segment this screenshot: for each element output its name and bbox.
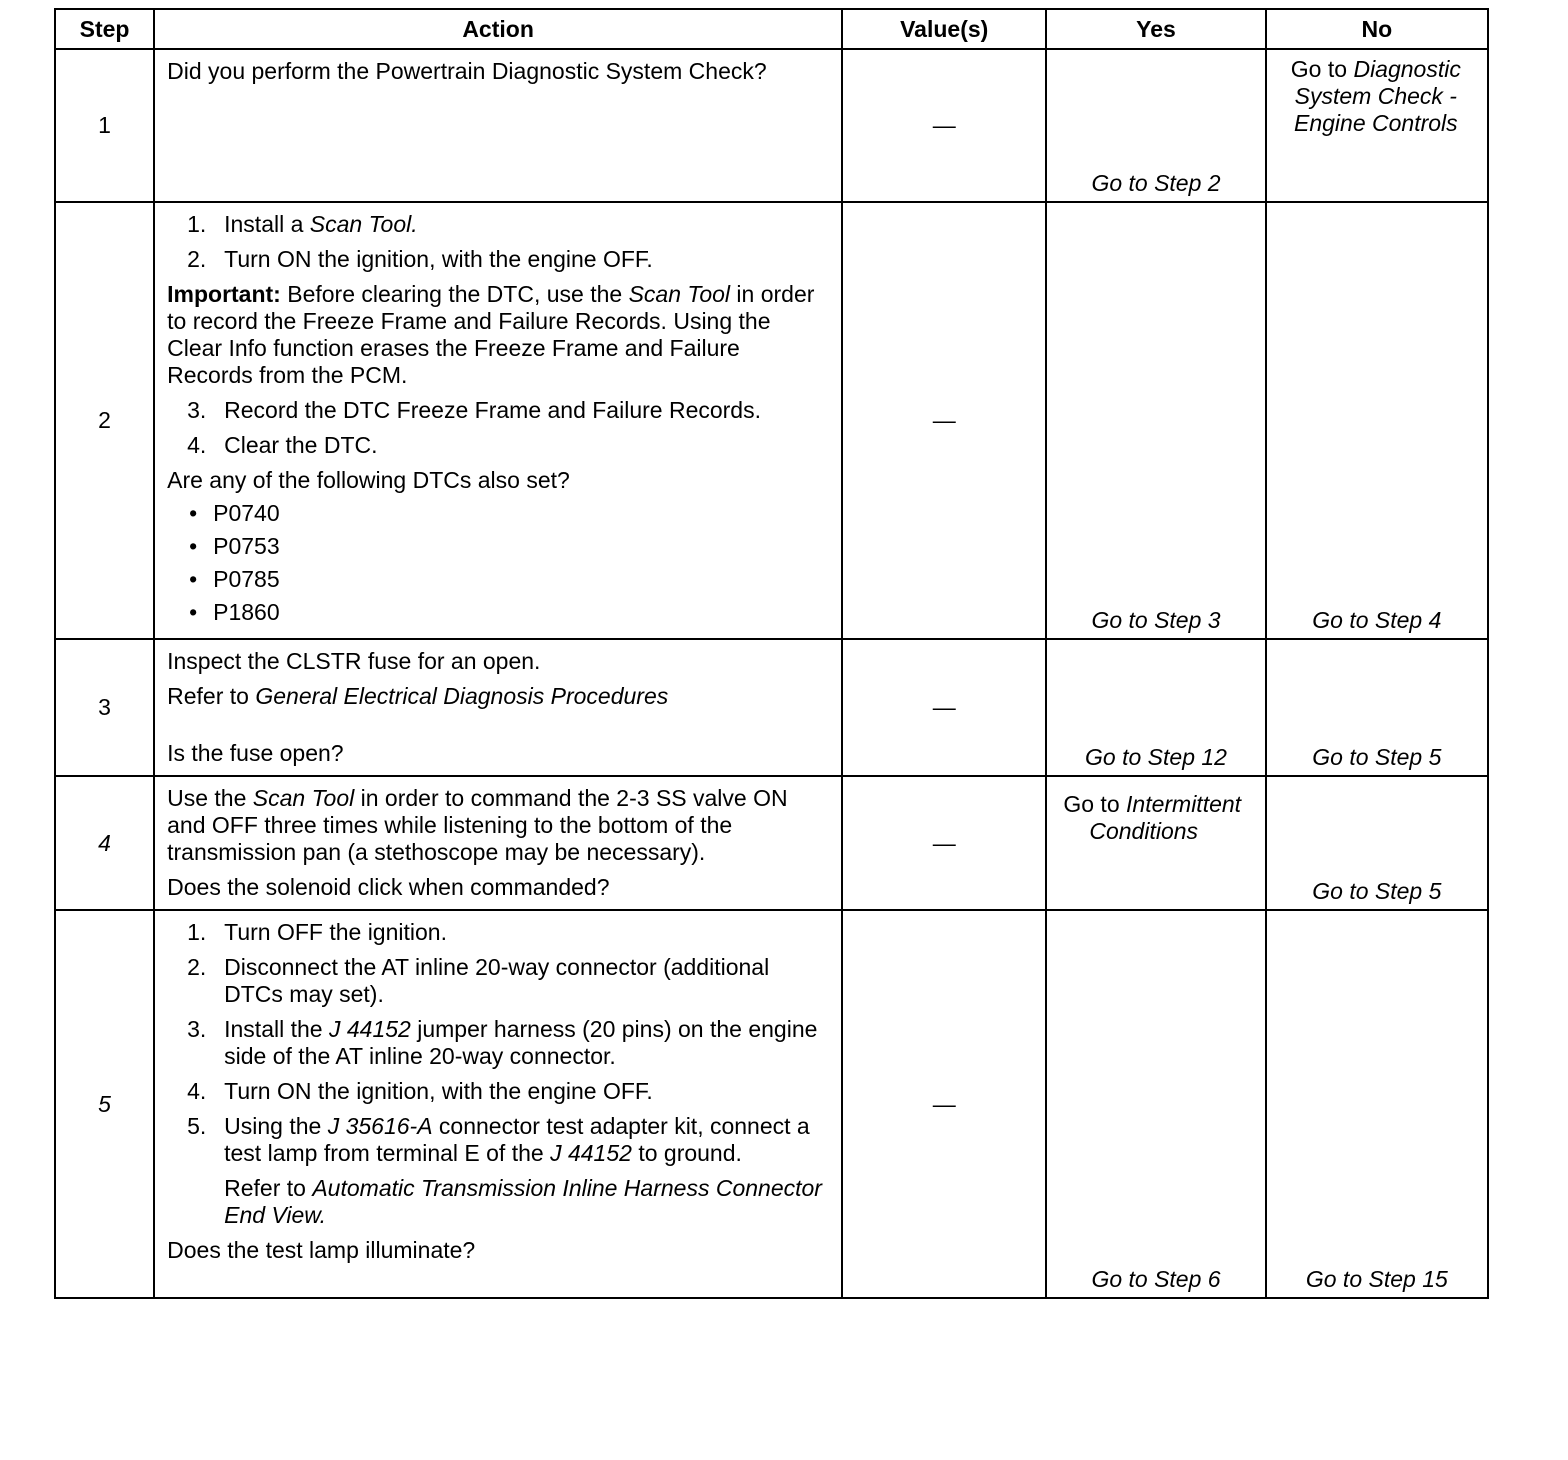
- header-row: [55, 9, 1488, 49]
- action-cell: [154, 910, 842, 1298]
- table-row-step-5: [55, 910, 1488, 1298]
- value-cell: —: [842, 910, 1046, 1298]
- yes-go-to-step: Go to Step 12: [1085, 744, 1227, 770]
- step-number: 4: [55, 776, 154, 910]
- step-number: 5: [55, 910, 154, 1298]
- procedure-steps: [167, 919, 831, 1167]
- no-go-to-step: Go to Step 4: [1312, 607, 1442, 633]
- action-cell: [154, 202, 842, 639]
- diagnostic-table: [54, 8, 1489, 1299]
- yes-cell: [1046, 202, 1265, 639]
- table-row-step-4: [55, 776, 1488, 910]
- step-number: 3: [55, 639, 154, 776]
- procedure-steps: [167, 211, 831, 273]
- procedure-step: 2. Disconnect the AT inline 20-way connector (additional DTCs may set).: [187, 954, 770, 1007]
- action-instruction: Inspect the CLSTR fuse for an open.: [167, 648, 541, 674]
- procedure-step: 1. Turn OFF the ignition.: [187, 919, 447, 945]
- action-instruction: Use the Scan Tool in order to command the 2-3 SS valve ON and OFF three times while listening to the bottom of the transmission pan (a stethoscope may be necessary).: [167, 785, 788, 865]
- yes-go-to-step: Go to Step 3: [1091, 607, 1221, 633]
- header-values: Value(s): [842, 9, 1046, 49]
- value-cell: —: [842, 639, 1046, 776]
- action-cell: [154, 49, 842, 202]
- procedure-step: 1. Install a Scan Tool.: [187, 211, 418, 237]
- yes-cell: [1046, 639, 1265, 776]
- procedure-step: 4. Turn ON the ignition, with the engine OFF.: [187, 1078, 653, 1104]
- no-cell: [1266, 202, 1488, 639]
- dtc-list: [167, 500, 831, 626]
- step-number: 2: [55, 202, 154, 639]
- yes-go-to-step: Go to Step 6: [1091, 1266, 1221, 1292]
- no-go-to-step: Go to Step 5: [1312, 878, 1442, 904]
- dtc-code: • P1860: [167, 599, 831, 626]
- table-row-step-3: [55, 639, 1488, 776]
- no-cell: [1266, 49, 1488, 202]
- yes-go-to-intermittent-conditions: Go to Intermittent Conditions: [1063, 791, 1242, 844]
- important-note: Important: Before clearing the DTC, use the Scan Tool in order to record the Freeze Frame and Failure Records. Using the Clear Info function erases the Freeze Frame and Failure Records from the PCM.: [167, 281, 815, 388]
- yes-go-to-step: Go to Step 2: [1091, 170, 1221, 196]
- procedure-steps: [167, 397, 831, 459]
- step-number: 1: [55, 49, 154, 202]
- action-question: Does the test lamp illuminate?: [167, 1237, 476, 1263]
- procedure-step: 2. Turn ON the ignition, with the engine OFF.: [187, 246, 653, 272]
- procedure-step: 5. Using the J 35616-A connector test adapter kit, connect a test lamp from terminal E of the J 44152 to ground.: [187, 1113, 810, 1166]
- procedure-step: 3. Install the J 44152 jumper harness (20 pins) on the engine side of the AT inline 20-way connector.: [187, 1016, 818, 1069]
- dtc-code: • P0785: [167, 566, 831, 593]
- table-row-step-1: [55, 49, 1488, 202]
- value-cell: —: [842, 49, 1046, 202]
- yes-cell: [1046, 776, 1265, 910]
- header-step: Step: [55, 9, 154, 49]
- action-question: Does the solenoid click when commanded?: [167, 874, 610, 900]
- reference-note: Refer to General Electrical Diagnosis Procedures: [167, 683, 669, 709]
- no-go-to-diagnostic-system-check: Go to Diagnostic System Check - Engine Controls: [1290, 56, 1461, 136]
- no-cell: [1266, 910, 1488, 1298]
- no-cell: [1266, 639, 1488, 776]
- no-go-to-step: Go to Step 15: [1305, 1266, 1448, 1292]
- action-question: Did you perform the Powertrain Diagnostic System Check?: [167, 58, 767, 84]
- action-cell: [154, 776, 842, 910]
- no-cell: [1266, 776, 1488, 910]
- header-yes: Yes: [1046, 9, 1265, 49]
- action-question: Is the fuse open?: [167, 740, 344, 766]
- reference-note: Refer to Automatic Transmission Inline Harness Connector End View.: [224, 1175, 822, 1228]
- header-action: Action: [154, 9, 842, 49]
- value-cell: —: [842, 776, 1046, 910]
- header-no: No: [1266, 9, 1488, 49]
- value-cell: —: [842, 202, 1046, 639]
- procedure-step: 4. Clear the DTC.: [187, 432, 378, 458]
- dtc-code: • P0753: [167, 533, 831, 560]
- yes-cell: [1046, 910, 1265, 1298]
- action-cell: [154, 639, 842, 776]
- table-row-step-2: [55, 202, 1488, 639]
- no-go-to-step: Go to Step 5: [1312, 744, 1442, 770]
- action-question: Are any of the following DTCs also set?: [167, 467, 570, 493]
- yes-cell: [1046, 49, 1265, 202]
- dtc-code: • P0740: [167, 500, 831, 527]
- procedure-step: 3. Record the DTC Freeze Frame and Failure Records.: [187, 397, 761, 423]
